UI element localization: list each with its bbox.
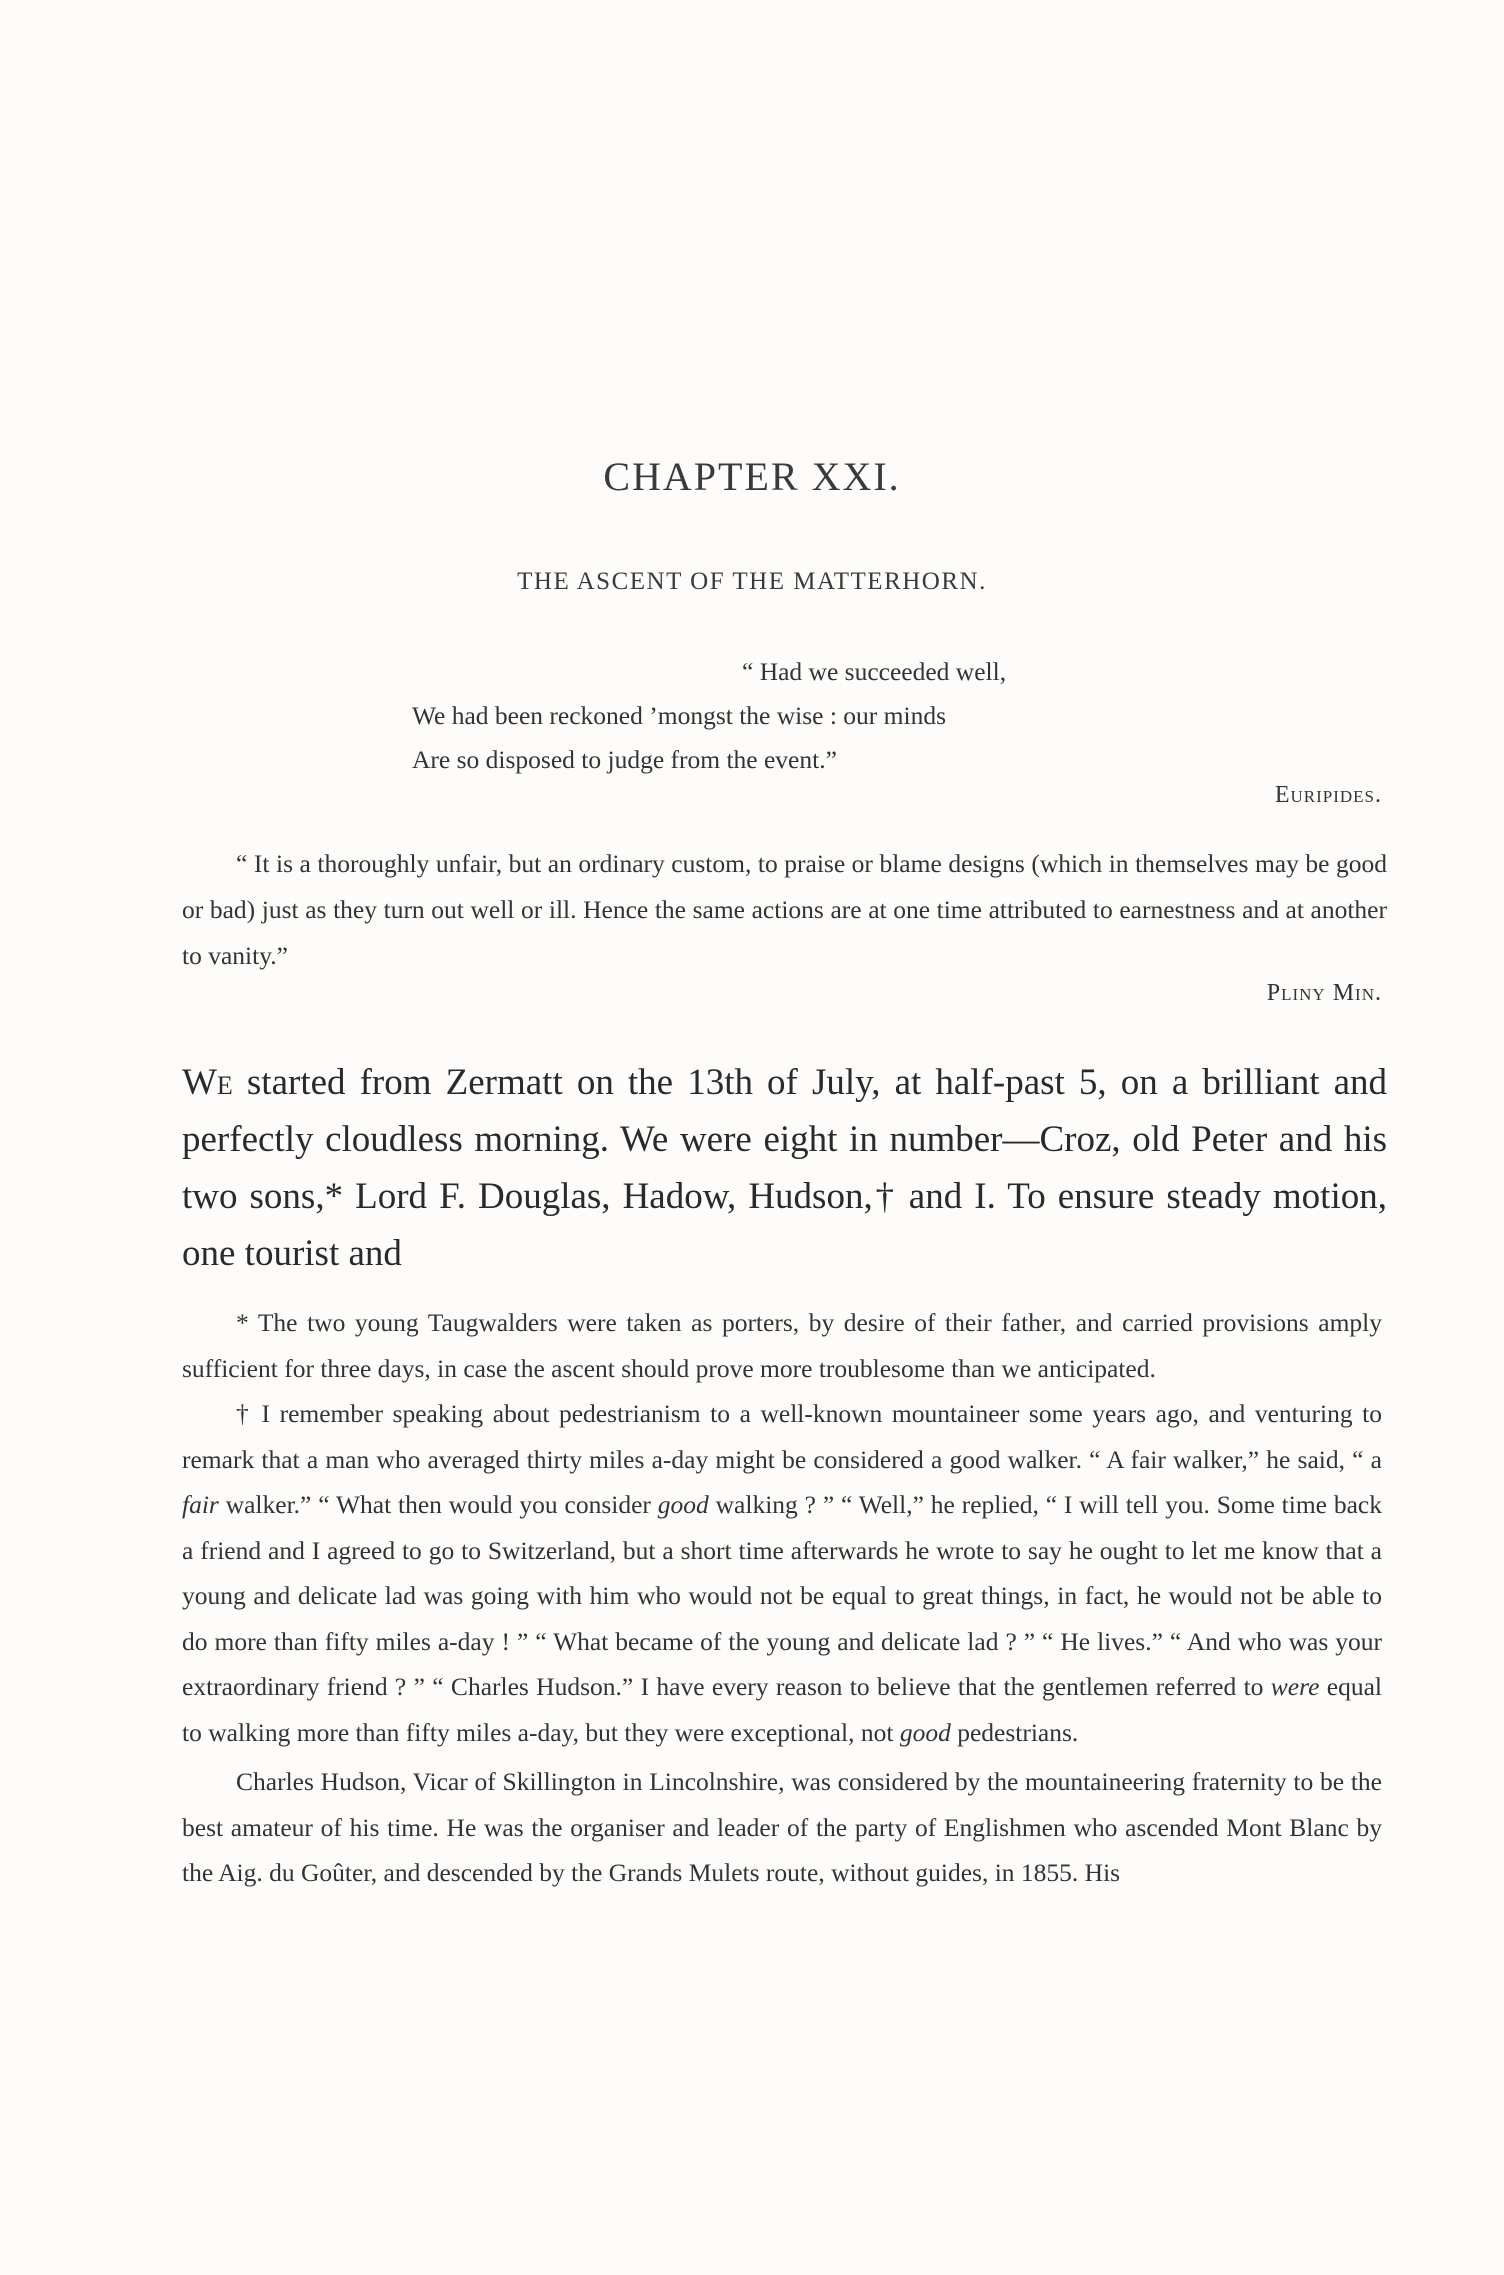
- footnote: Charles Hudson, Vicar of Skillington in Lincolnshire, was considered by the mountaineering fraternity to be the best amateur of his time. He was the organiser and leader of the party of Englishmen who ascended Mont Blanc by the Aig. du Goûter, and descended by the Grands Mulets route, without guides, in 1855. His: [182, 1767, 1382, 1887]
- epigraph-attribution: Euripides.: [1274, 782, 1382, 808]
- footnote-text: walker.” “ What then would you consider: [218, 1490, 658, 1519]
- footnotes: [182, 1300, 1382, 1896]
- footnote-emphasis: good: [657, 1490, 709, 1519]
- footnote-emphasis: fair: [182, 1490, 219, 1519]
- epigraph-verse: [412, 650, 1212, 782]
- verse-line: Are so disposed to judge from the event.”: [412, 745, 837, 774]
- epigraph-quote: “ It is a thoroughly unfair, but an ordinary custom, to praise or blame designs (which in themselves may be good or bad) just as they turn out well or ill. Hence the same actions are at one time attributed to earnestness and at another to vanity.”: [182, 849, 1387, 970]
- footnote-text: equal to walking more than fifty miles a-day, but they were exceptional, not: [182, 1672, 1382, 1747]
- footnote-emphasis: good: [899, 1717, 951, 1747]
- footnote: [182, 1391, 1382, 1755]
- footnote-text: walking ? ” “ Well,” he replied, “ I will tell you. Some time back a friend and I agreed to go to Switzerland, but a short time afterwards he wrote to say he ought to let me know that a young and delicate lad was going with him who would not be equal to great things, in fact, he would not be able to do more than fifty miles a-day ! ” “ What became of the young and delicate lad ? ” “ He lives.” “ And who was your extraordinary friend ? ” “ Charles Hudson.” I have every reason to believe that the gentlemen referred to: [182, 1490, 1382, 1701]
- epigraph-attribution: Pliny Min.: [1266, 980, 1382, 1006]
- footnote-emphasis: were: [1270, 1672, 1320, 1701]
- chapter-subtitle: THE ASCENT OF THE MATTERHORN.: [517, 568, 987, 595]
- opening-word: We: [182, 1062, 233, 1103]
- body-paragraph: [182, 1054, 1387, 1282]
- chapter-title: CHAPTER XXI.: [603, 454, 901, 499]
- footnote-text: † I remember speaking about pedestrianism to a well-known mountaineer some years ago, and venturing to remark that a man who averaged thirty miles a-day might be considered a good walker. “ A fair walker,” he said, “ a: [182, 1399, 1382, 1474]
- footnote: * The two young Taugwalders were taken as porters, by desire of their father, and carried provisions amply sufficient for three days, in case the ascent should prove more troublesome than we anticipated.: [182, 1308, 1382, 1383]
- verse-line: We had been reckoned ’mongst the wise : our minds: [412, 701, 947, 730]
- verse-line: “ Had we succeeded well,: [742, 657, 1007, 686]
- footnote-text: pedestrians.: [950, 1717, 1079, 1747]
- body-text: started from Zermatt on the 13th of July, at half-past 5, on a brilliant and perfectly cloudless morning. We were eight in number—Croz, old Peter and his two sons,* Lord F. Douglas, Hadow, Hudson,† and I. To ensure steady motion, one tourist and: [182, 1062, 1387, 1274]
